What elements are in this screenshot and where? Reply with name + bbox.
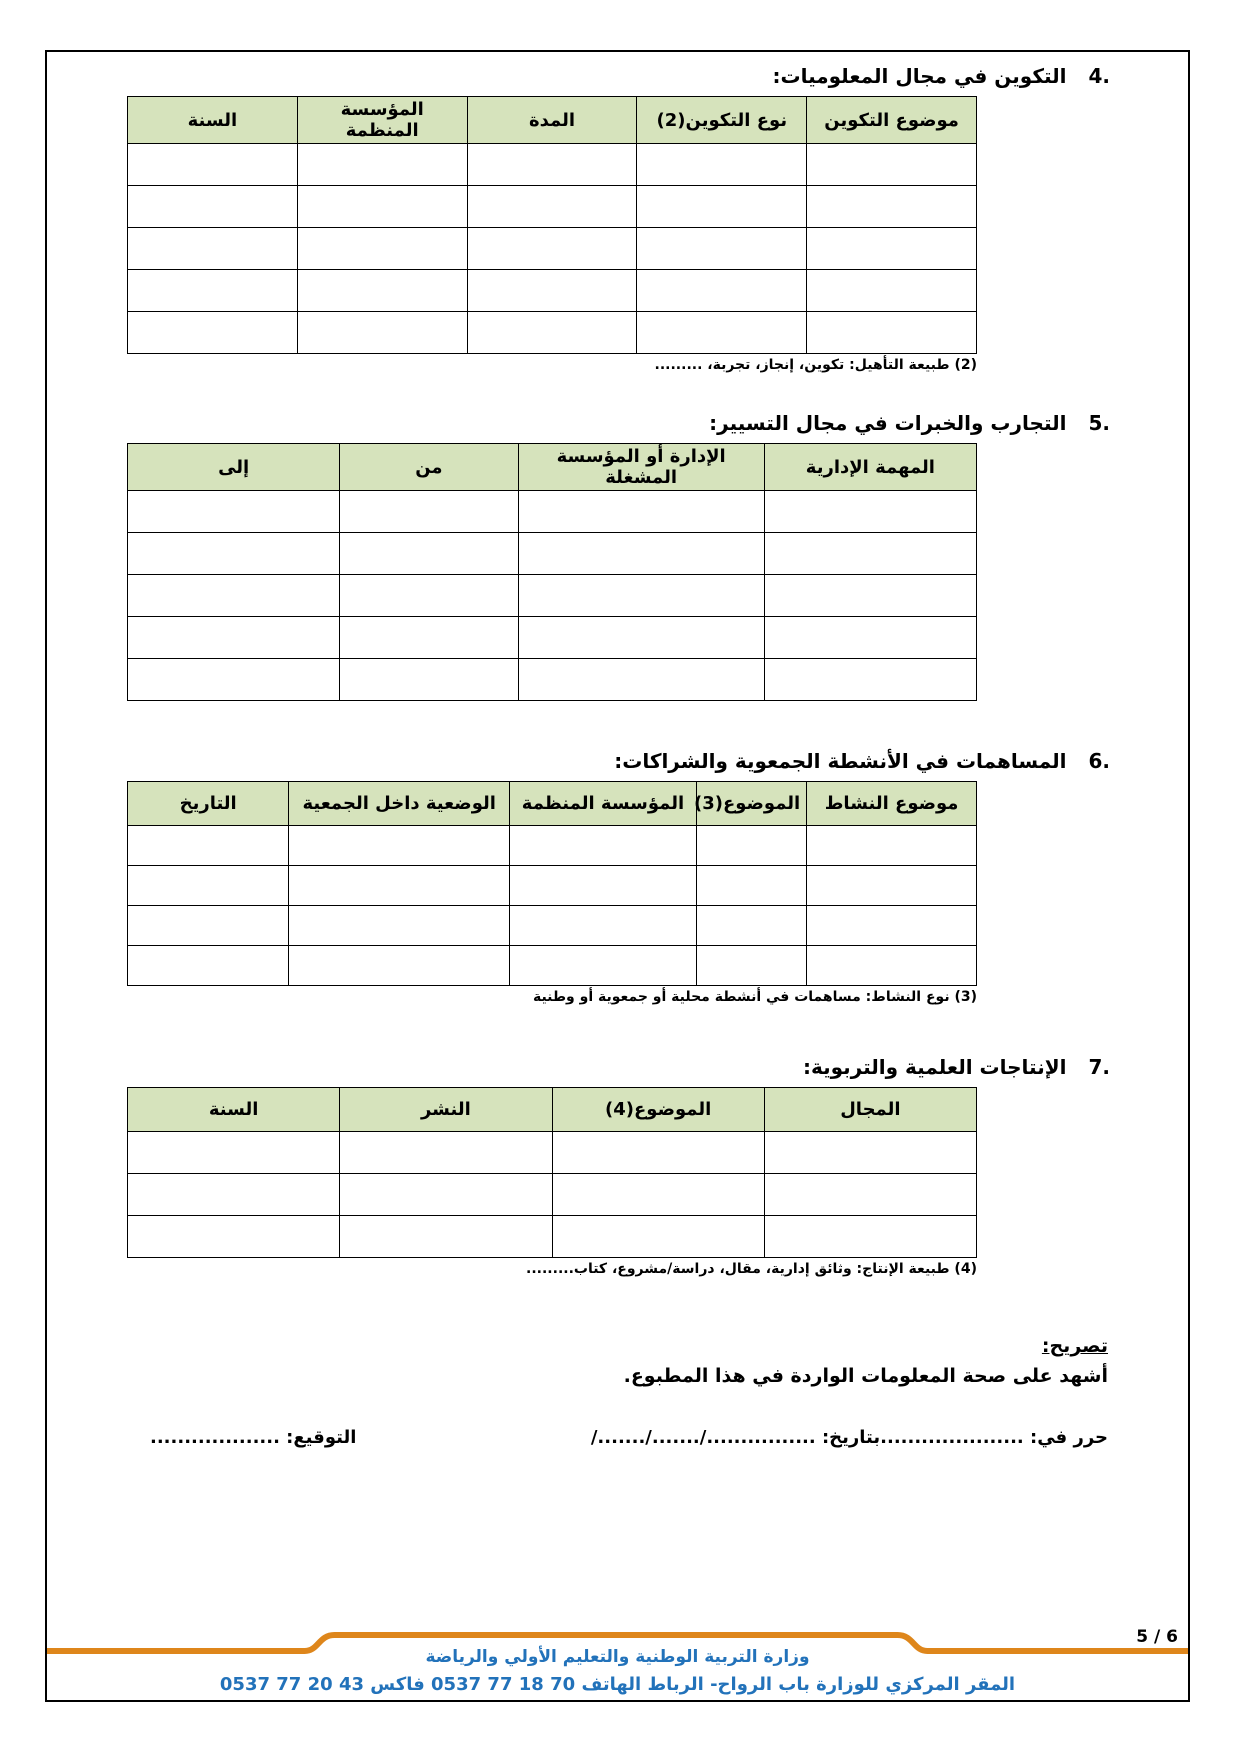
column-header: المؤسسة المنظمة xyxy=(297,97,467,144)
column-header: الوضعية داخل الجمعية xyxy=(289,782,510,826)
empty-cell xyxy=(518,659,764,701)
empty-cell xyxy=(764,1132,976,1174)
empty-cell xyxy=(764,617,976,659)
section-7-number: 7. xyxy=(1088,1055,1110,1079)
section-5-heading xyxy=(85,411,1150,435)
scientific-productions-table xyxy=(127,1087,977,1258)
empty-cell xyxy=(128,144,298,186)
empty-cell xyxy=(340,575,518,617)
column-header: المدة xyxy=(467,97,637,144)
declaration-statement: أشهد على صحة المعلومات الواردة في هذا المطبوع. xyxy=(623,1365,1108,1387)
empty-cell xyxy=(128,186,298,228)
column-header: موضوع التكوين xyxy=(807,97,977,144)
empty-cell xyxy=(128,228,298,270)
empty-cell xyxy=(764,659,976,701)
empty-cell xyxy=(764,533,976,575)
section-5-number: 5. xyxy=(1088,411,1110,435)
table-header-row xyxy=(128,1088,977,1132)
section-4-title: التكوين في مجال المعلوميات: xyxy=(772,64,1067,88)
footnote-2: (2) طبيعة التأهيل: تكوين، إنجاز، تجربة، ......... xyxy=(654,357,977,373)
empty-cell xyxy=(467,270,637,312)
empty-cell xyxy=(128,1132,340,1174)
training-informatics-table xyxy=(127,96,977,354)
empty-cell xyxy=(297,312,467,354)
column-header: السنة xyxy=(128,1088,340,1132)
signature-row xyxy=(85,1427,1150,1448)
empty-cell xyxy=(510,946,697,986)
table-row xyxy=(128,826,977,866)
empty-cell xyxy=(696,906,806,946)
empty-cell xyxy=(128,866,289,906)
empty-cell xyxy=(807,906,977,946)
column-header: الإدارة أو المؤسسة المشغلة xyxy=(518,444,764,491)
table-row xyxy=(128,228,977,270)
empty-cell xyxy=(340,1132,552,1174)
table-header-row xyxy=(128,444,977,491)
table-row xyxy=(128,1216,977,1258)
empty-cell xyxy=(297,186,467,228)
empty-cell xyxy=(637,186,807,228)
column-header: موضوع النشاط xyxy=(807,782,977,826)
empty-cell xyxy=(807,946,977,986)
table-row xyxy=(128,575,977,617)
empty-cell xyxy=(764,1174,976,1216)
document-page-frame xyxy=(45,50,1190,1702)
empty-cell xyxy=(467,186,637,228)
empty-cell xyxy=(128,826,289,866)
empty-cell xyxy=(807,866,977,906)
empty-cell xyxy=(128,1174,340,1216)
management-experience-table xyxy=(127,443,977,701)
empty-cell xyxy=(128,270,298,312)
empty-cell xyxy=(128,491,340,533)
written-at-date-line: حرر في: .....................بتاريخ: ................/......./......./ xyxy=(590,1427,1108,1448)
empty-cell xyxy=(128,312,298,354)
empty-cell xyxy=(340,617,518,659)
empty-cell xyxy=(128,533,340,575)
empty-cell xyxy=(340,1174,552,1216)
table-row xyxy=(128,617,977,659)
empty-cell xyxy=(552,1216,764,1258)
column-header: الموضوع(3) xyxy=(696,782,806,826)
empty-cell xyxy=(289,946,510,986)
table-row xyxy=(128,533,977,575)
column-header: نوع التكوين(2) xyxy=(637,97,807,144)
empty-cell xyxy=(128,659,340,701)
associative-activities-table xyxy=(127,781,977,986)
table-row xyxy=(128,312,977,354)
table-header-row xyxy=(128,97,977,144)
empty-cell xyxy=(128,617,340,659)
empty-cell xyxy=(128,906,289,946)
section-6-number: 6. xyxy=(1088,749,1110,773)
table-row xyxy=(128,491,977,533)
page-number: 5 / 6 xyxy=(1136,1627,1178,1647)
empty-cell xyxy=(340,533,518,575)
table-row xyxy=(128,270,977,312)
table-row xyxy=(128,1174,977,1216)
empty-cell xyxy=(696,946,806,986)
empty-cell xyxy=(510,826,697,866)
page-content xyxy=(47,52,1188,1448)
empty-cell xyxy=(510,866,697,906)
empty-cell xyxy=(340,1216,552,1258)
column-header: المهمة الإدارية xyxy=(764,444,976,491)
signature-line: التوقيع: ................... xyxy=(150,1427,357,1448)
empty-cell xyxy=(128,946,289,986)
column-header: المجال xyxy=(764,1088,976,1132)
empty-cell xyxy=(518,491,764,533)
column-header: إلى xyxy=(128,444,340,491)
column-header: من xyxy=(340,444,518,491)
section-7-heading xyxy=(85,1055,1150,1079)
empty-cell xyxy=(510,906,697,946)
table-row xyxy=(128,186,977,228)
section-4-number: 4. xyxy=(1088,64,1110,88)
empty-cell xyxy=(637,144,807,186)
empty-cell xyxy=(297,228,467,270)
empty-cell xyxy=(764,1216,976,1258)
empty-cell xyxy=(696,866,806,906)
section-6-title: المساهمات في الأنشطة الجمعوية والشراكات: xyxy=(614,749,1067,773)
column-header: النشر xyxy=(340,1088,552,1132)
empty-cell xyxy=(807,228,977,270)
table-row xyxy=(128,144,977,186)
declaration-title: تصريح: xyxy=(1041,1335,1108,1357)
empty-cell xyxy=(764,575,976,617)
column-header: المؤسسة المنظمة xyxy=(510,782,697,826)
empty-cell xyxy=(289,826,510,866)
empty-cell xyxy=(637,270,807,312)
section-7-title: الإنتاجات العلمية والتربوية: xyxy=(802,1055,1067,1079)
table-row xyxy=(128,1132,977,1174)
ministry-name: وزارة التربية الوطنية والتعليم الأولي والرياضة xyxy=(425,1646,810,1667)
column-header: الموضوع(4) xyxy=(552,1088,764,1132)
table-row xyxy=(128,866,977,906)
empty-cell xyxy=(340,491,518,533)
column-header: السنة xyxy=(128,97,298,144)
section-6-heading xyxy=(85,749,1150,773)
empty-cell xyxy=(467,312,637,354)
section-4-heading xyxy=(85,64,1150,88)
table-row xyxy=(128,906,977,946)
empty-cell xyxy=(807,186,977,228)
section-5-title: التجارب والخبرات في مجال التسيير: xyxy=(709,411,1067,435)
empty-cell xyxy=(807,270,977,312)
empty-cell xyxy=(289,906,510,946)
empty-cell xyxy=(807,826,977,866)
empty-cell xyxy=(467,144,637,186)
empty-cell xyxy=(518,575,764,617)
empty-cell xyxy=(637,228,807,270)
empty-cell xyxy=(128,575,340,617)
empty-cell xyxy=(128,1216,340,1258)
empty-cell xyxy=(289,866,510,906)
empty-cell xyxy=(467,228,637,270)
empty-cell xyxy=(518,533,764,575)
table-header-row xyxy=(128,782,977,826)
column-header: التاريخ xyxy=(128,782,289,826)
empty-cell xyxy=(696,826,806,866)
empty-cell xyxy=(807,312,977,354)
footnote-4: (4) طبيعة الإنتاج: وثائق إدارية، مقال، دراسة/مشروع، كتاب......... xyxy=(526,1261,977,1277)
empty-cell xyxy=(518,617,764,659)
empty-cell xyxy=(807,144,977,186)
empty-cell xyxy=(297,144,467,186)
empty-cell xyxy=(637,312,807,354)
empty-cell xyxy=(340,659,518,701)
empty-cell xyxy=(297,270,467,312)
table-row xyxy=(128,946,977,986)
footnote-3: (3) نوع النشاط: مساهمات في أنشطة محلية أو جمعوية أو وطنية xyxy=(532,989,977,1005)
empty-cell xyxy=(552,1132,764,1174)
table-row xyxy=(128,659,977,701)
empty-cell xyxy=(764,491,976,533)
ministry-address: المقر المركزي للوزارة باب الرواح- الرباط الهاتف 70 18 77 0537 فاكس 43 20 77 0537 xyxy=(219,1673,1016,1695)
empty-cell xyxy=(552,1174,764,1216)
